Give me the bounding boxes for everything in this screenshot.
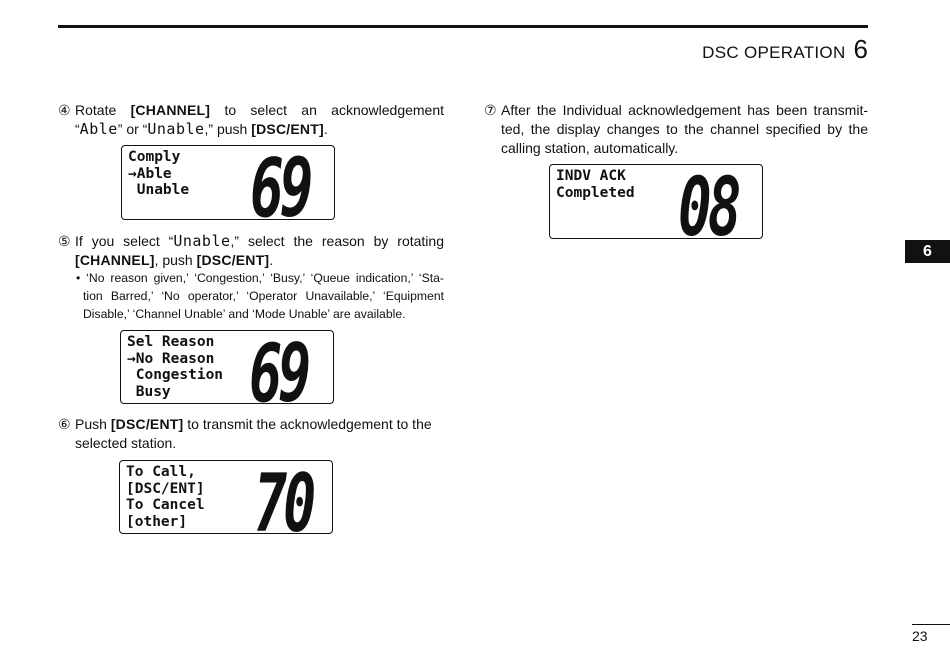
step-text: After the Individual acknowledgement has been transmit-	[501, 102, 868, 118]
note-line: tion Barred,’ ‘No operator,’ ‘Operator Unavailable,’ ‘Equipment	[83, 289, 444, 303]
step-5-line-2	[58, 251, 444, 270]
step-text: If you select “	[75, 233, 174, 249]
dsc-ent-key-label: [DSC/ENT]	[251, 121, 324, 137]
lcd-line: →Able	[128, 165, 172, 182]
step-text: .	[269, 252, 274, 268]
step-7-line-3: calling station, automatically.	[501, 140, 679, 156]
channel-number: 08	[678, 161, 738, 256]
lcd-text	[556, 168, 635, 201]
step-text: to transmit the acknowledgement to the	[183, 416, 432, 432]
step-text: , push	[154, 252, 197, 268]
lcd-text	[126, 464, 205, 530]
step-text: ,” push	[204, 121, 252, 137]
step-4-line-1	[58, 101, 444, 120]
dsc-ent-key-label: [DSC/ENT]	[196, 252, 270, 268]
lcd-line: INDV ACK	[556, 168, 626, 184]
step-4-line-2	[58, 120, 444, 139]
step-7	[484, 101, 868, 158]
lcd-display-indv-ack	[549, 161, 763, 256]
page-number: 23	[912, 628, 928, 644]
lcd-line: Busy	[127, 383, 171, 400]
lcd-display-sel-reason	[120, 327, 334, 420]
step-text: ,” select the reason by rotating	[230, 233, 444, 249]
step-text: .	[323, 121, 328, 137]
channel-key-label: [CHANNEL]	[75, 252, 155, 268]
step-7-line-1	[484, 101, 868, 120]
step-text: Push	[75, 416, 111, 432]
quote: “	[75, 121, 80, 137]
step-5	[58, 232, 444, 270]
lcd-display-comply	[121, 142, 335, 237]
dsc-ent-key-label: [DSC/ENT]	[110, 416, 184, 432]
lcd-line: Congestion	[127, 367, 224, 383]
chapter-number: 6	[853, 34, 868, 64]
lcd-text	[127, 334, 223, 400]
step-6-line-1	[58, 415, 444, 434]
channel-number: 69	[249, 327, 308, 420]
lcd-line: [DSC/ENT]	[126, 480, 205, 497]
step-6	[58, 415, 444, 453]
lcd-word-unable: Unable	[147, 120, 205, 138]
step-number: ⑤	[58, 233, 71, 249]
header-rule	[58, 25, 868, 28]
lcd-line: Comply	[128, 149, 181, 165]
page-number-rule	[912, 624, 950, 625]
step-text: to select an acknowledgement	[224, 102, 445, 118]
channel-number: 69	[250, 142, 310, 237]
reason-list-note	[76, 269, 444, 323]
step-number: ⑥	[58, 416, 71, 432]
lcd-line: Unable	[128, 182, 190, 198]
lcd-line: To Call,	[126, 464, 196, 480]
lcd-word-able: Able	[79, 120, 118, 138]
note-line: • ‘No reason given,’ ‘Congestion,’ ‘Busy,’ ‘Queue indication,’ ‘Sta-	[76, 271, 444, 285]
step-4	[58, 101, 444, 139]
channel-number: 70	[254, 457, 313, 550]
lcd-line: →No Reason	[127, 350, 215, 367]
lcd-line: [other]	[126, 513, 188, 530]
step-5-line-1	[58, 232, 444, 251]
lcd-line: Completed	[556, 184, 635, 201]
step-6-line-2: selected station.	[75, 435, 177, 451]
lcd-display-to-call	[119, 457, 333, 550]
note-line: Disable,’ ‘Channel Unable’ and ‘Mode Unable’ are available.	[83, 307, 406, 321]
lcd-text	[128, 149, 189, 199]
step-number: ④	[58, 102, 71, 118]
page-header	[702, 34, 868, 65]
step-text: ” or “	[117, 121, 148, 137]
step-text: Rotate	[75, 102, 117, 118]
channel-key-label: [CHANNEL]	[130, 102, 211, 118]
section-title: DSC OPERATION	[702, 43, 846, 62]
lcd-word-unable: Unable	[173, 232, 231, 250]
lcd-line: To Cancel	[126, 497, 205, 513]
step-number: ⑦	[484, 102, 497, 118]
chapter-side-tab: 6	[905, 240, 950, 263]
step-7-line-2: ted, the display changes to the channel specified by the	[501, 121, 868, 137]
lcd-line: Sel Reason	[127, 334, 215, 350]
